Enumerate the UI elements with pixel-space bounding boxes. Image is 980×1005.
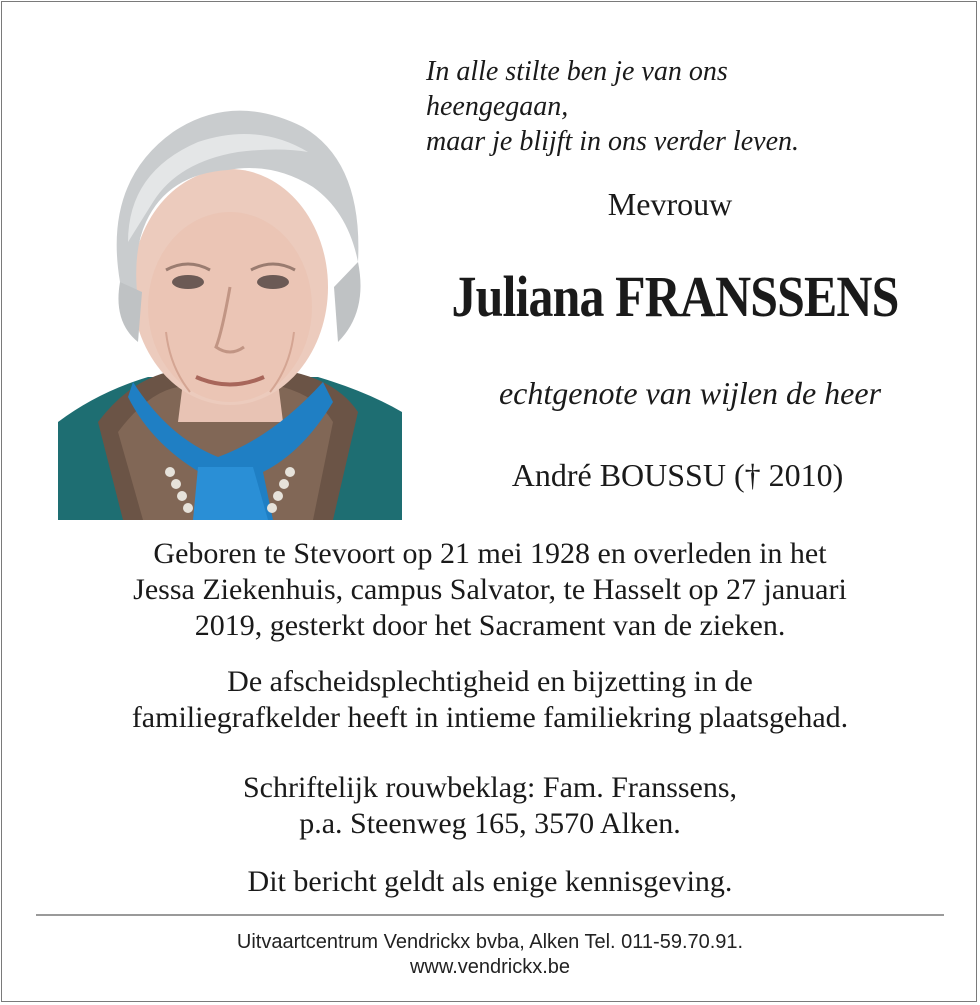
company-line: Uitvaartcentrum Vendrickx bvba, Alken Tel. 011-59.70.91. bbox=[236, 931, 744, 953]
portrait-photo bbox=[58, 92, 402, 520]
poem-line: In alle stilte ben je van ons bbox=[426, 56, 728, 87]
footer-divider bbox=[36, 914, 944, 916]
text-line: familiegrafkelder heeft in intieme familiekring plaatsgehad. bbox=[131, 701, 849, 734]
text-line: Schriftelijk rouwbeklag: Fam. Franssens, bbox=[242, 771, 738, 804]
text-line: De afscheidsplechtigheid en bijzetting in de bbox=[227, 665, 753, 698]
ceremony-paragraph bbox=[30, 664, 950, 736]
text-line: Dit bericht geldt als enige kennisgeving. bbox=[247, 865, 733, 898]
memorial-poem bbox=[426, 54, 966, 159]
condolence-paragraph bbox=[30, 770, 950, 842]
website-link[interactable]: www.vendrickx.be bbox=[409, 956, 571, 978]
spouse-label: echtgenote van wijlen de heer bbox=[498, 375, 882, 411]
birth-death-paragraph bbox=[30, 536, 950, 644]
text-line: p.a. Steenweg 165, 3570 Alken. bbox=[299, 807, 681, 840]
deceased-name: Juliana FRANSSENS bbox=[451, 264, 899, 329]
poem-line: maar je blijft in ons verder leven. bbox=[426, 126, 799, 157]
text-line: Jessa Ziekenhuis, campus Salvator, te Hasselt op 27 januari bbox=[133, 573, 847, 606]
text-line: Geboren te Stevoort op 21 mei 1928 en overleden in het bbox=[153, 537, 827, 570]
poem-line: heengegaan, bbox=[426, 91, 569, 122]
funeral-home-footer bbox=[0, 930, 980, 980]
honorific-title: Mevrouw bbox=[607, 186, 733, 222]
spouse-name: André BOUSSU († 2010) bbox=[511, 457, 844, 493]
text-line: 2019, gesterkt door het Sacrament van de zieken. bbox=[194, 609, 786, 642]
closing-statement bbox=[30, 864, 950, 900]
